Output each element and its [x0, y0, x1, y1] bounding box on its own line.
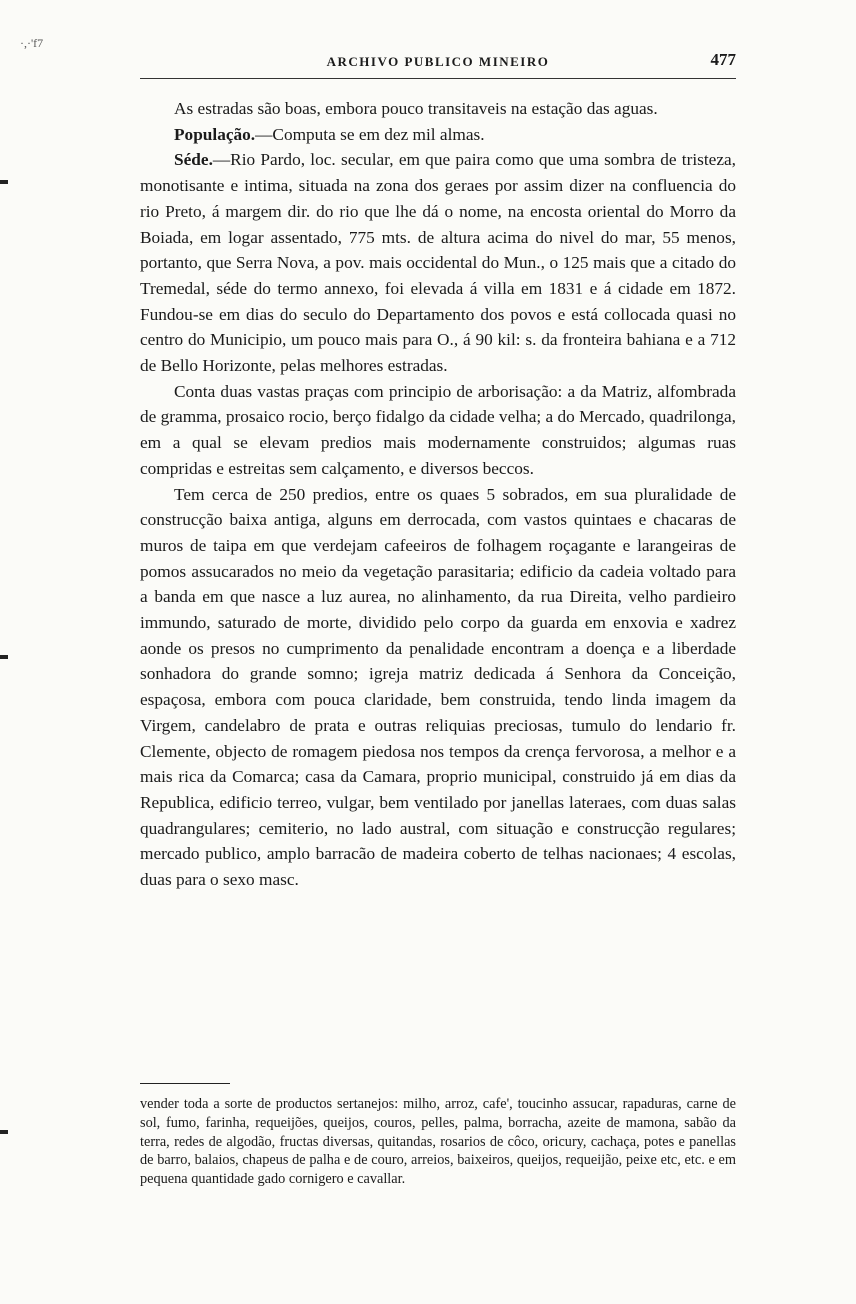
running-title: ARCHIVO PUBLICO MINEIRO [326, 54, 550, 69]
page-number: 477 [710, 50, 736, 69]
term-seat: Séde. [174, 150, 213, 170]
margin-mark [0, 1130, 8, 1134]
paragraph-buildings: Tem cerca de 250 predios, entre os quaes 5 sobrados, em sua pluralidade de construcção baixa antiga, alguns em derrocada, com vastos quintaes e chacaras de muros de taipa em que verdejam cafeeiros de folhagem roçagante e larangeiras de pomos assucarados no meio da vegetação parasitaria; edificio da cadeia voltado para a banda em que nasce a luz aurea, no alinhamento, da rua Direita, velho pardieiro immundo, saturado de morte, dividido pelo corpo da guarda em enxovia e xadrez aonde os presos no cumprimento da penalidade encontram a doença e a liberdade sonhadora do grande somno; igreja matriz dedicada á Senhora da Conceição, espaçosa, embora com pouca claridade, bem construida, tendo linda imagem da Virgem, candelabro de prata e outras reliquias preciosas, tumulo do lendario fr. Clemente, objecto de romagem piedosa nos tempos da crença fervorosa, a melhor e a mais rica da Comarca; casa da Camara, proprio municipal, construido já em dias da Republica, edificio terreo, vulgar, bem ventilado por janellas lateraes, com duas salas quadrangulares; cemiterio, no lado austral, com situação e construcção regulares; mercado publico, amplo barracão de madeira coberto de telhas nacionaes; 4 escolas, duas para o sexo masc. [140, 484, 736, 890]
body-text [140, 96, 736, 893]
footnote-divider [140, 1083, 230, 1084]
paragraph-population [140, 122, 736, 148]
term-population: População. [174, 124, 256, 144]
population-text: —Computa se em dez mil almas. [255, 124, 485, 144]
page-header [140, 50, 736, 79]
footnote: vender toda a sorte de productos sertanejos: milho, arroz, cafe', toucinho assucar, rapaduras, carne de sol, fumo, farinha, requeijões, queijos, couros, pelles, palma, borracha, azeite de mamona, sabão da terra, redes de algodão, fructas diversas, quitandas, rosarios de côco, oricury, cachaça, potes e panellas de barro, balaios, chapeus de palha e de couro, arreios, baixeiros, queijos, requeijão, peixe etc, etc. e em pequena quantidade gado cornigero e cavallar. [140, 1096, 736, 1188]
margin-mark [0, 655, 8, 659]
seat-text: —Rio Pardo, loc. secular, em que paira como que uma sombra de tristeza, monotisante e intima, situada na zona dos geraes por assim dizer na confluencia do rio Preto, á margem dir. do rio que lhe dá o nome, na encosta oriental do Morro da Boiada, em logar assentado, 775 mts. de altura acima do nivel do mar, 55 menos, portanto, que Serra Nova, a pov. mais occidental do Mun., o 125 mais que a citado do Tremedal, séde do termo annexo, foi elevada á villa em 1831 e á cidade em 1872. Fundou-se em dias do seculo do Departamento dos povos e está collocada quasi no centro do Municipio, um pouco mais para O., á 90 kil: s. da fronteira bahiana e a 712 de Bello Horizonte, pelas melhores estradas. [140, 150, 736, 376]
margin-mark [0, 180, 8, 184]
corner-mark: ·,·'f7 [20, 36, 44, 50]
paragraph-roads: As estradas são boas, embora pouco transitaveis na estação das aguas. [174, 99, 658, 118]
paragraph-squares: Conta duas vastas praças com principio de arborisação: a da Matriz, alfombrada de gramma, prosaico rocio, berço fidalgo da cidade velha; a do Mercado, quadrilonga, em a qual se elevam predios mais modernamente construidos; algumas ruas compridas e estreitas sem calçamento, e diversos beccos. [140, 381, 736, 478]
paragraph-seat [140, 147, 736, 378]
